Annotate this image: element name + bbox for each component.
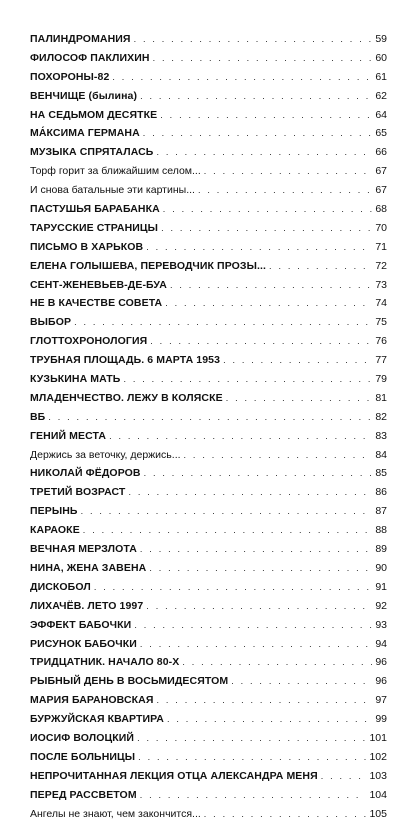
toc-entry — [30, 597, 387, 616]
toc-entry-page-number: 77 — [375, 354, 387, 367]
toc-entry-title: МАРИЯ БАРАНОВСКАЯ — [30, 694, 154, 707]
toc-entry — [30, 68, 387, 87]
toc-entry-page-number: 84 — [375, 448, 387, 461]
toc-entry-page-number: 70 — [375, 221, 387, 234]
dot-leader — [94, 578, 373, 597]
toc-entry-page-number: 62 — [375, 89, 387, 102]
toc-entry-title: РИСУНОК БАБОЧКИ — [30, 637, 137, 650]
toc-entry-page-number: 82 — [375, 410, 387, 423]
dot-leader — [163, 200, 373, 219]
toc-entry-title: ПЕРЫНЬ — [30, 505, 78, 518]
toc-entry-page-number: 86 — [375, 486, 387, 499]
toc-entry-title: ГЛОТТОХРОНОЛОГИЯ — [30, 335, 148, 348]
toc-entry — [30, 408, 387, 427]
dot-leader — [165, 294, 372, 313]
toc-entry — [30, 276, 387, 295]
toc-entry-page-number: 87 — [375, 505, 387, 518]
toc-entry-title: ВЕЧНАЯ МЕРЗЛОТА — [30, 543, 137, 556]
toc-entry-page-number: 92 — [375, 599, 387, 612]
toc-entry — [30, 257, 387, 276]
toc-entry-page-number: 96 — [375, 656, 387, 669]
toc-entry — [30, 767, 387, 786]
toc-entry-page-number: 64 — [375, 108, 387, 121]
toc-entry — [30, 805, 387, 823]
toc-entry-page-number: 59 — [375, 33, 387, 45]
dot-leader — [157, 691, 373, 710]
toc-entry-title: И снова батальные эти картины... — [30, 184, 195, 197]
toc-entry-page-number: 102 — [369, 750, 387, 763]
dot-leader — [160, 106, 372, 125]
toc-entry-page-number: 103 — [369, 769, 387, 782]
dot-leader — [149, 559, 372, 578]
toc-entry — [30, 786, 387, 805]
toc-entry-page-number: 88 — [375, 524, 387, 537]
dot-leader — [167, 710, 372, 729]
toc-entry-title: НИНА, ЖЕНА ЗАВЕНА — [30, 561, 147, 574]
dot-leader — [146, 597, 372, 616]
dot-leader — [321, 767, 367, 786]
toc-entry-page-number: 83 — [375, 429, 387, 442]
toc-entry — [30, 653, 387, 672]
toc-entry-title: ПАСТУШЬЯ БАРАБАНКА — [30, 203, 160, 216]
toc-entry-title: Держись за веточку, держись... — [30, 448, 181, 461]
toc-entry — [30, 464, 387, 483]
toc-entry — [30, 521, 387, 540]
toc-entry — [30, 238, 387, 257]
toc-entry — [30, 635, 387, 654]
dot-leader — [74, 313, 372, 332]
toc-entry-title: ТРИДЦАТНИК. НАЧАЛО 80-Х — [30, 656, 180, 669]
toc-entry-title: НИКОЛАЙ ФЁДОРОВ — [30, 467, 141, 480]
toc-entry — [30, 143, 387, 162]
toc-entry-title: ВБ — [30, 410, 46, 423]
toc-entry-title: ВЕНЧИЩЕ (былина) — [30, 89, 138, 102]
dot-leader — [137, 729, 366, 748]
toc-entry-page-number: 65 — [375, 127, 387, 140]
toc-entry — [30, 106, 387, 125]
toc-entry-title: ПЕРЕД РАССВЕТОМ — [30, 788, 137, 801]
toc-entry-title: МУЗЫКА СПРЯТАЛАСЬ — [30, 146, 154, 159]
toc-entry-title: КАРАОКЕ — [30, 524, 80, 537]
toc-entry — [30, 370, 387, 389]
toc-entry-page-number: 97 — [375, 694, 387, 707]
toc-entry-title: ЛИХАЧЁВ. ЛЕТО 1997 — [30, 599, 144, 612]
toc-entry-page-number: 81 — [375, 391, 387, 404]
toc-entry-title: НЕПРОЧИТАННАЯ ЛЕКЦИЯ ОТЦА АЛЕКСАНДРА МЕНЯ — [30, 769, 318, 782]
dot-leader — [134, 616, 372, 635]
toc-entry-page-number: 74 — [375, 297, 387, 310]
toc-entry-page-number: 96 — [375, 675, 387, 688]
dot-leader — [150, 332, 372, 351]
toc-entry-page-number: 99 — [375, 713, 387, 726]
dot-leader — [204, 805, 367, 823]
toc-entry — [30, 351, 387, 370]
toc-entry — [30, 540, 387, 559]
toc-entry-title: МА́КСИМА ГЕРМАНА — [30, 127, 140, 140]
toc-entry-page-number: 71 — [375, 240, 387, 253]
toc-entry-title: НА СЕДЬМОМ ДЕСЯТКЕ — [30, 108, 158, 121]
toc-entry-title: КУЗЬКИНА МАТЬ — [30, 373, 121, 386]
toc-entry — [30, 446, 387, 465]
dot-leader — [226, 389, 373, 408]
toc-entry-title: СЕНТ-ЖЕНЕВЬЕВ-ДЕ-БУА — [30, 278, 167, 291]
toc-entry-page-number: 76 — [375, 335, 387, 348]
toc-entry — [30, 124, 387, 143]
toc-entry — [30, 427, 387, 446]
toc-entry-title: НЕ В КАЧЕСТВЕ СОВЕТА — [30, 297, 163, 310]
dot-leader — [182, 653, 372, 672]
toc-entry-title: ПОСЛЕ БОЛЬНИЦЫ — [30, 750, 136, 763]
dot-leader — [138, 748, 366, 767]
toc-entry-title: ДИСКОБОЛ — [30, 580, 91, 593]
toc-entry — [30, 748, 387, 767]
toc-entry-title: ПОХОРОНЫ-82 — [30, 70, 110, 83]
toc-entry — [30, 30, 387, 49]
toc-entry — [30, 710, 387, 729]
toc-entry-page-number: 91 — [375, 580, 387, 593]
toc-entry-page-number: 60 — [375, 51, 387, 64]
dot-leader — [123, 370, 372, 389]
toc-entry-page-number: 94 — [375, 637, 387, 650]
toc-entry-page-number: 85 — [375, 467, 387, 480]
dot-leader — [231, 672, 372, 691]
dot-leader — [140, 786, 367, 805]
dot-leader — [112, 68, 372, 87]
dot-leader — [140, 540, 372, 559]
toc-entry — [30, 616, 387, 635]
toc-entry-page-number: 67 — [375, 184, 387, 197]
toc-entry — [30, 672, 387, 691]
dot-leader — [48, 408, 372, 427]
dot-leader — [153, 49, 373, 68]
toc-entry-page-number: 89 — [375, 543, 387, 556]
toc-entry-page-number: 72 — [375, 259, 387, 272]
toc-entry — [30, 219, 387, 238]
toc-entry-page-number: 93 — [375, 618, 387, 631]
dot-leader — [144, 464, 373, 483]
dot-leader — [128, 483, 372, 502]
toc-entry-title: БУРЖУЙСКАЯ КВАРТИРА — [30, 713, 164, 726]
toc-entry-title: ТАРУССКИЕ СТРАНИЦЫ — [30, 221, 159, 234]
toc-entry — [30, 559, 387, 578]
toc-entry-page-number: 68 — [375, 203, 387, 216]
toc-entry — [30, 162, 387, 181]
toc-entry-title: ЭФФЕКТ БАБОЧКИ — [30, 618, 132, 631]
dot-leader — [156, 143, 372, 162]
toc-entry-page-number: 73 — [375, 278, 387, 291]
toc-entry-title: ФИЛОСОФ ПАКЛИХИН — [30, 51, 150, 64]
toc-entry — [30, 483, 387, 502]
toc-entry-page-number: 101 — [369, 731, 387, 744]
dot-leader — [134, 30, 373, 49]
dot-leader — [140, 635, 372, 654]
toc-entry-title: ЕЛЕНА ГОЛЫШЕВА, ПЕРЕВОДЧИК ПРОЗЫ... — [30, 259, 267, 272]
toc-entry-page-number: 66 — [375, 146, 387, 159]
dot-leader — [109, 427, 372, 446]
toc-entry-page-number: 104 — [369, 788, 387, 801]
toc-entry-title: ПИСЬМО В ХАРЬКОВ — [30, 240, 144, 253]
toc-entry-page-number: 61 — [375, 70, 387, 83]
toc-entry — [30, 49, 387, 68]
toc-entry-page-number: 105 — [369, 807, 387, 820]
dot-leader — [161, 219, 372, 238]
toc-entry — [30, 313, 387, 332]
toc-entry-title: ТРУБНАЯ ПЛОЩАДЬ. 6 МАРТА 1953 — [30, 354, 221, 367]
dot-leader — [269, 257, 372, 276]
dot-leader — [81, 502, 373, 521]
toc-entry-title: ПАЛИНДРОМАНИЯ — [30, 33, 131, 45]
toc-entry-page-number: 75 — [375, 316, 387, 329]
dot-leader — [204, 162, 373, 181]
toc-entry-page-number: 90 — [375, 561, 387, 574]
toc-entry — [30, 294, 387, 313]
toc-entry — [30, 200, 387, 219]
toc-entry — [30, 332, 387, 351]
toc-entry — [30, 181, 387, 200]
toc-entry — [30, 729, 387, 748]
toc-entry-title: РЫБНЫЙ ДЕНЬ В ВОСЬМИДЕСЯТОМ — [30, 675, 229, 688]
toc-entry-title: ТРЕТИЙ ВОЗРАСТ — [30, 486, 126, 499]
toc-entry-title: ГЕНИЙ МЕСТА — [30, 429, 107, 442]
toc-entry — [30, 87, 387, 106]
toc-entry — [30, 389, 387, 408]
toc-entry-title: ВЫБОР — [30, 316, 72, 329]
table-of-contents — [30, 30, 387, 823]
toc-entry — [30, 578, 387, 597]
toc-entry-title: МЛАДЕНЧЕСТВО. ЛЕЖУ В КОЛЯСКЕ — [30, 391, 223, 404]
dot-leader — [146, 238, 372, 257]
toc-entry — [30, 691, 387, 710]
dot-leader — [198, 181, 372, 200]
toc-entry — [30, 502, 387, 521]
toc-entry-title: Ангелы не знают, чем закончится... — [30, 807, 201, 820]
dot-leader — [170, 276, 372, 295]
toc-entry-page-number: 67 — [375, 165, 387, 178]
dot-leader — [184, 446, 373, 465]
dot-leader — [223, 351, 372, 370]
toc-entry-title: ИОСИФ ВОЛОЦКИЙ — [30, 731, 135, 744]
dot-leader — [143, 124, 373, 143]
dot-leader — [83, 521, 373, 540]
toc-entry-page-number: 79 — [375, 373, 387, 386]
toc-entry-title: Торф горит за ближайшим селом... — [30, 165, 201, 178]
dot-leader — [140, 87, 372, 106]
